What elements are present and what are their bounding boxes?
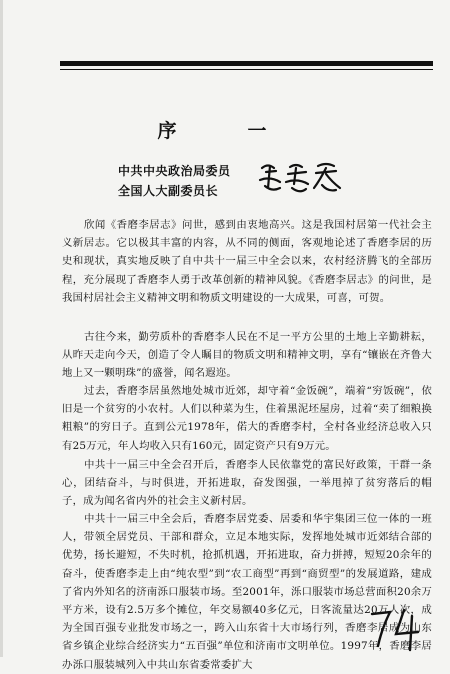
page-title: 序 一 — [157, 120, 293, 142]
header-rule-thin — [60, 69, 433, 70]
header-rule-thick — [60, 61, 433, 66]
paragraph-4: 中共十一届三中全会召开后，香磨李人民依靠党的富民好政策，干群一条心，团结奋斗，与时俱进，开拓进取，奋发图强，一举甩掉了贫穷落后的帽子，成为闻名省内外的社会主义新村居。 — [62, 459, 432, 508]
handwritten-page-number — [366, 606, 426, 652]
author-title-line-2: 全国人大副委员长 — [118, 184, 219, 198]
scan-edge — [0, 0, 3, 657]
paragraph-1: 欣闻《香磨李居志》问世，感到由衷地高兴。这是我国村居第一代社会主义新居志。它以极其丰富的内容，从不同的侧面，客观地论述了香磨李居的历史和现状，真实地反映了自中共十一届三中全会以来，农村经济腾飞的全部历程，充分展现了香磨李人勇于改革创新的精神风貌。《香磨李居志》的问世，是我国村居社会主义精神文明和物质文明建设的一大成果，可喜，可贺。 — [62, 219, 432, 304]
handwritten-signature — [256, 158, 356, 198]
paragraph-3: 过去，香磨李居虽然地处城市近郊，却守着“金饭碗”，端着“穷饭碗”，依旧是一个贫穷的小农村。人们以种菜为生，住着黑泥坯屋房，过着“卖了细粮换粗粮”的穷日子。直到公元1978年，偌大的香磨李村，全村各业经济总收入只有25万元，年人均收入只有160元，固定资产只有9万元。 — [62, 385, 432, 452]
author-title-line-1: 中共中央政治局委员 — [118, 164, 231, 178]
paragraph-2: 古往今来，勤劳质朴的香磨李人民在不足一平方公里的土地上辛勤耕耘，从昨天走向今天，创造了令人瞩目的物质文明和精神文明，享有“镶嵌在齐鲁大地上又一颗明珠”的盛誉，闻名遐迩。 — [62, 331, 432, 380]
paragraph-5: 中共十一届三中全会后，香磨李居党委、居委和华宇集团三位一体的一班人，带领全居党员、干部和群众，立足本地实际，发挥地处城市近郊结合部的优势，扬长避短，不失时机，抢抓机遇，开拓进取，奋力拼搏，短短20余年的奋斗，使香磨李走上由“纯农型”到“农工商型”再到“商贸型”的发展道路，建成了省内外知名的济南泺口服装市场。至2001年，泺口服装市场总营面积20余万平方米，设有2.5万多个摊位，年交易额40多亿元，日客流量达20万人次，成为全国百强专业批发市场之一，跨入山东省十大市场行列，香磨李居成为山东省乡镇企业综合经济实力“五百强”单位和济南市文明单位。1997年，香磨李居办泺口服装城列入中共山东省委常委扩大 — [62, 513, 432, 671]
